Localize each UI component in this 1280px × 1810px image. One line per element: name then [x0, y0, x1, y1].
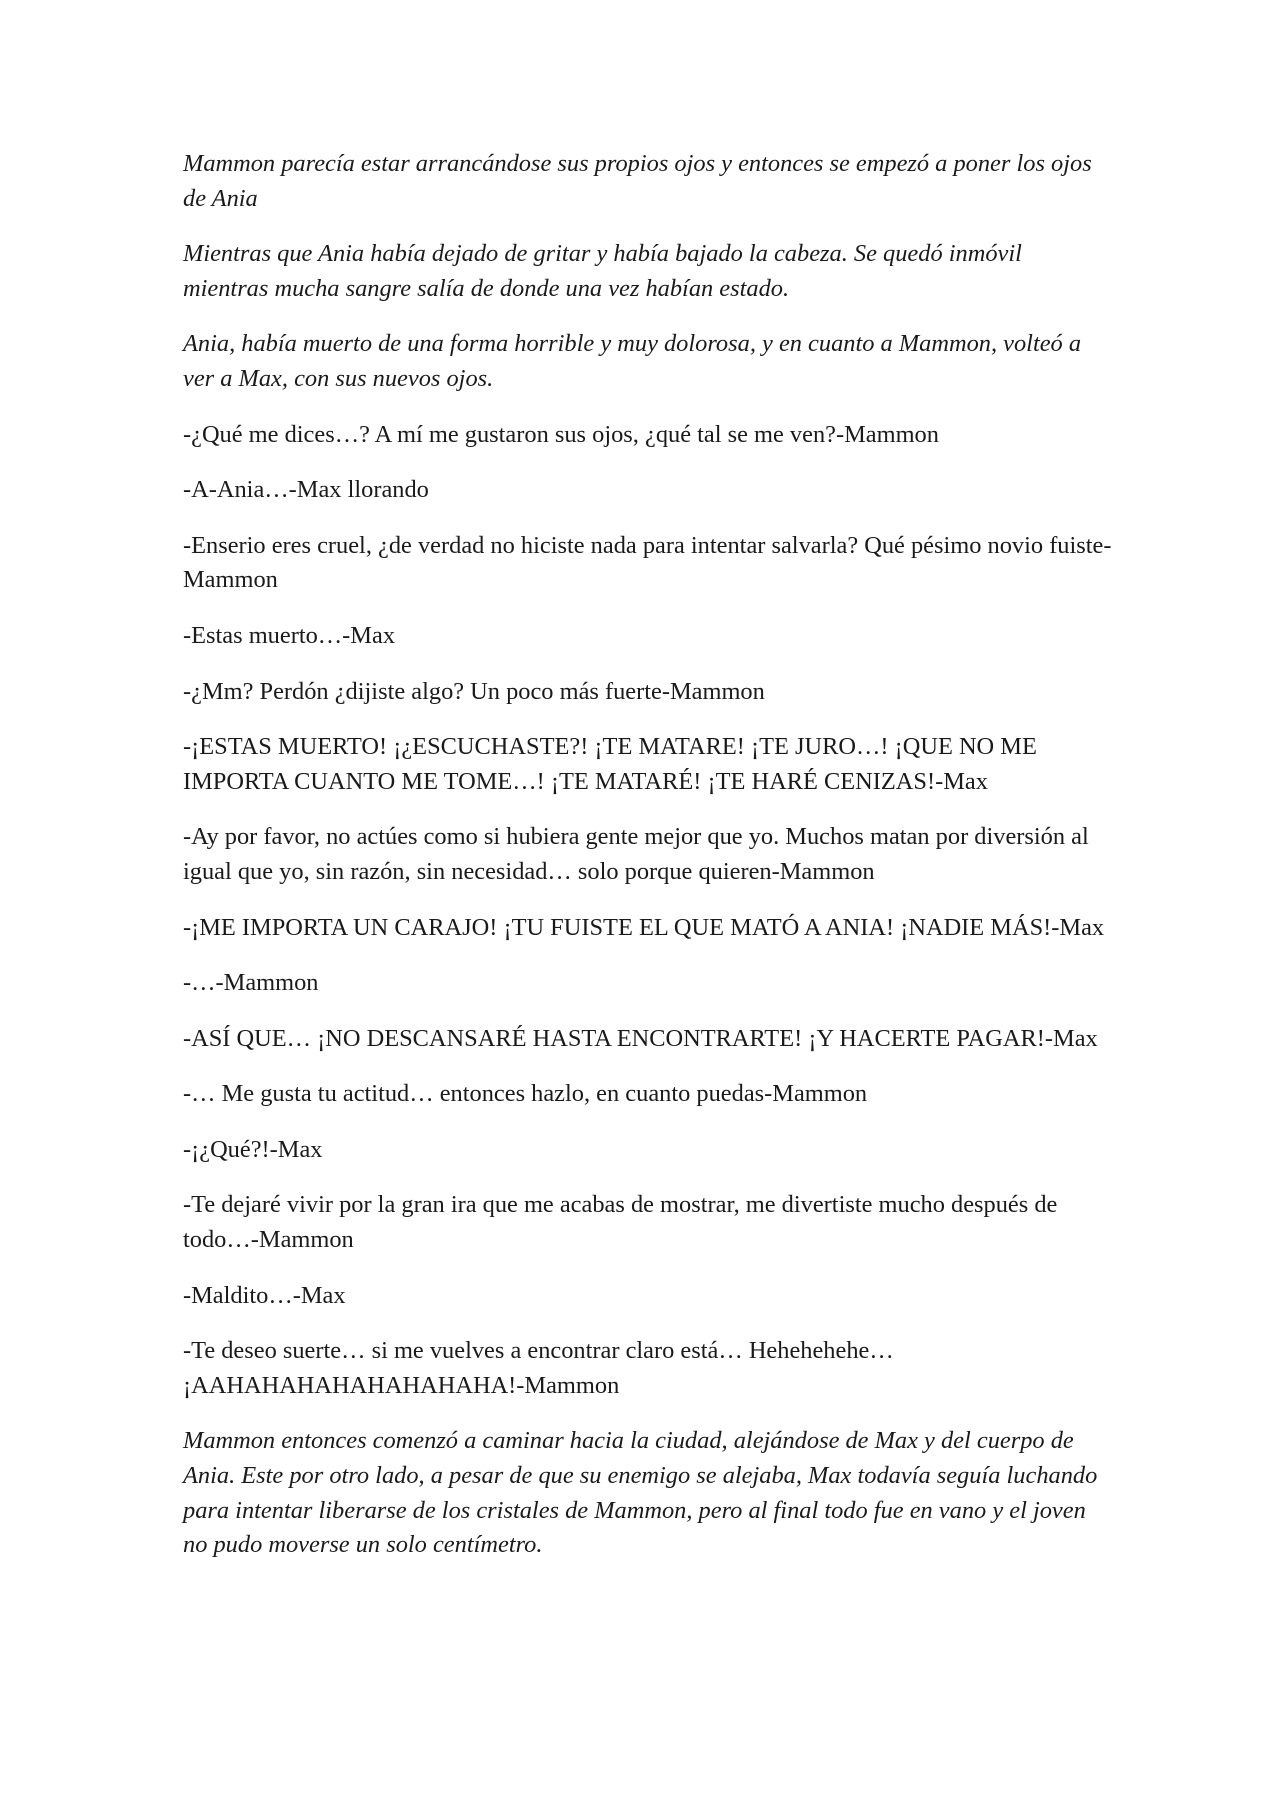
dialogue-line: -¡ME IMPORTA UN CARAJO! ¡TU FUISTE EL QUE MATÓ A ANIA! ¡NADIE MÁS!-Max [183, 913, 1105, 941]
dialogue-line: -Te deseo suerte… si me vuelves a encontrar claro está… Hehehehehe… ¡AAHAHAHAHAHAHAHAHA!-Mammon [183, 1337, 894, 1399]
narration-paragraph: Mientras que Ania había dejado de gritar y había bajado la cabeza. Se quedó inmóvil mientras mucha sangre salía de donde una vez habían estado. [183, 240, 1022, 302]
dialogue-line: -¡¿Qué?!-Max [183, 1135, 323, 1163]
dialogue-line: -Ay por favor, no actúes como si hubiera gente mejor que yo. Muchos matan por diversión al igual que yo, sin razón, sin necesidad… solo porque quieren-Mammon [183, 823, 1089, 885]
narration-paragraph: Ania, había muerto de una forma horrible y muy dolorosa, y en cuanto a Mammon, volteó a ver a Max, con sus nuevos ojos. [183, 330, 1082, 392]
dialogue-line: -¡ESTAS MUERTO! ¡¿ESCUCHASTE?! ¡TE MATARE! ¡TE JURO…! ¡QUE NO ME IMPORTA CUANTO ME TOME…! ¡TE MATARÉ! ¡TE HARÉ CENIZAS!-Max [183, 733, 1037, 795]
dialogue-line: -A-Ania…-Max llorando [183, 476, 429, 504]
dialogue-line: -ASÍ QUE… ¡NO DESCANSARÉ HASTA ENCONTRARTE! ¡Y HACERTE PAGAR!-Max [183, 1024, 1098, 1052]
dialogue-line: -… Me gusta tu actitud… entonces hazlo, en cuanto puedas-Mammon [183, 1080, 868, 1108]
dialogue-line: -…-Mammon [183, 969, 319, 997]
narration-paragraph: Mammon entonces comenzó a caminar hacia la ciudad, alejándose de Max y del cuerpo de Ania. Este por otro lado, a pesar de que su enemigo se alejaba, Max todavía seguía luchando para intentar liberarse de los cristales de Mammon, pero al final todo fue en vano y el joven no pudo moverse un solo centímetro. [183, 1427, 1098, 1559]
dialogue-line: -Maldito…-Max [183, 1281, 346, 1309]
dialogue-line: -¿Qué me dices…? A mí me gustaron sus ojos, ¿qué tal se me ven?-Mammon [183, 420, 939, 448]
dialogue-line: -Enserio eres cruel, ¿de verdad no hiciste nada para intentar salvarla? Qué pésimo novio fuiste-Mammon [183, 531, 1112, 594]
dialogue-line: -¿Mm? Perdón ¿dijiste algo? Un poco más fuerte-Mammon [183, 677, 765, 705]
dialogue-line: -Estas muerto…-Max [183, 621, 396, 649]
document-body [183, 147, 1113, 1584]
dialogue-line: -Te dejaré vivir por la gran ira que me acabas de mostrar, me divertiste mucho después de todo…-Mammon [183, 1191, 1058, 1254]
narration-paragraph: Mammon parecía estar arrancándose sus propios ojos y entonces se empezó a poner los ojos de Ania [183, 150, 1092, 212]
